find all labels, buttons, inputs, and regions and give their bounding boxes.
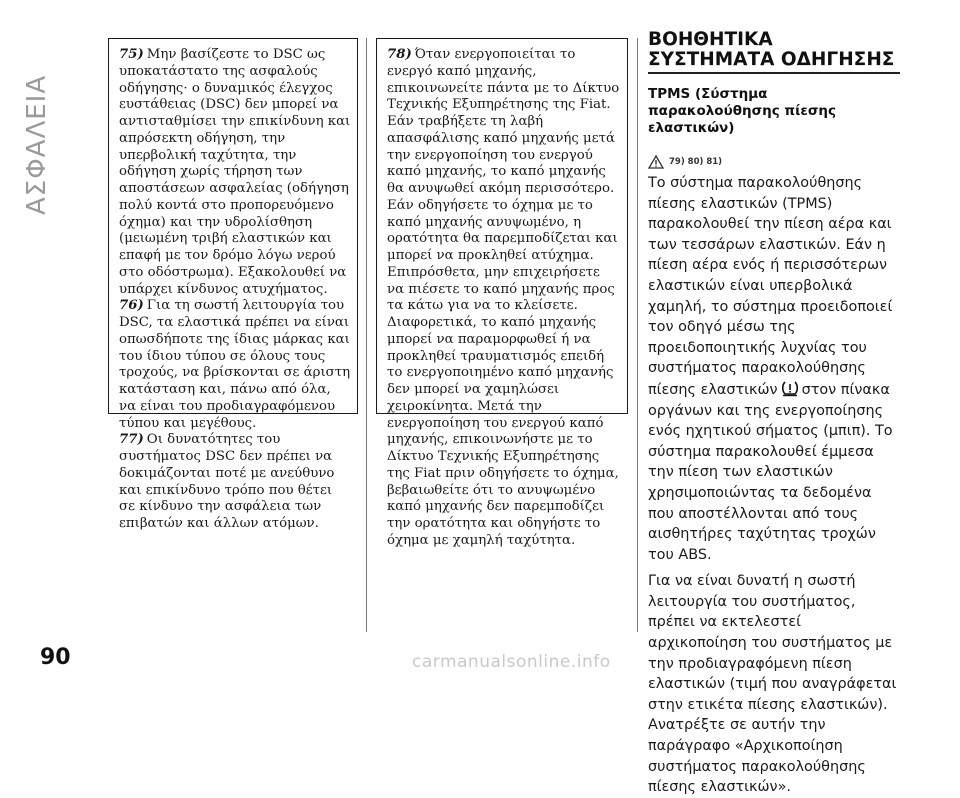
note-75: [119, 47, 351, 298]
page-number: 90: [40, 645, 71, 670]
driving-aids-section: [648, 30, 898, 798]
warning-notes-box-1: [108, 38, 358, 531]
tpms-paragraph-1: [648, 173, 898, 565]
note-number: 76): [119, 298, 144, 314]
warning-notes-box-2: [376, 38, 628, 548]
tpms-paragraph-2: Για να είναι δυνατή η σωστή λειτουργία του συστήματος, πρέπει να εκτελεστεί αρχικοποίηση του συστήματος με την προδιαγραφόμενη πίεση ελαστικών (τιμή που αναγράφεται στην ετικέτα πίεσης ελαστικών). Ανατρέξτε σε αυτήν την παράγραφο «Αρχικοποίηση συστήματος παρακολούθησης πίεσης ελαστικών».: [648, 573, 897, 796]
note-text: Οι δυνατότητες του συστήματος DSC δεν πρέπει να δοκιμάζονται ποτέ με ανεύθυνο και επικίνδυνο τρόπο που θέτει σε κίνδυνο την ασφάλεια των επιβατών και άλλων ατόμων.: [119, 432, 335, 531]
tire-pressure-warning-icon: [781, 379, 799, 397]
section-side-label: ΑΣΦΑΛΕΙΑ: [22, 74, 52, 215]
warning-references: [648, 151, 898, 173]
watermark: carmanualsonline.info: [412, 652, 611, 672]
column-divider: [637, 38, 638, 632]
column-divider: [366, 38, 367, 632]
note-number: 77): [119, 432, 144, 448]
note-text: Όταν ενεργοποιείται το ενεργό καπό μηχανής, επικοινωνείτε πάντα με το Δίκτυο Τεχνικής Εξυπηρέτησης της Fiat. Εάν τραβήξετε τη λαβή απασφάλισης καπό μηχανής μετά την ενεργοποίηση του ενεργού καπό μηχανής, το καπό μηχανής θα ανυψωθεί ακόμη περισσότερο. Εάν οδηγήσετε το όχημα με το καπό μηχανής ανυψωμένο, η ορατότητα θα παρεμποδίζεται και μπορεί να προκληθεί ατύχημα. Επιπρόσθετα, μην επιχειρήσετε να πιέσετε το καπό μηχανής προς τα κάτω για να το κλείσετε. Διαφορετικά, το καπό μηχανής μπορεί να παραμορφωθεί ή να προκληθεί τραυματισμός επειδή το ενεργοποιημένο καπό μηχανής δεν μπορεί να χαμηλώσει χειροκίνητα. Μετά την ενεργοποίηση του ενεργού καπό μηχανής, επικοινωνήστε με το Δίκτυο Τεχνικής Εξυπηρέτησης της Fiat πριν οδηγήσετε το όχημα, βεβαιωθείτε ότι το ανυψωμένο καπό μηχανής δεν παρεμποδίζει την ορατότητα και οδηγήστε το όχημα με χαμηλή ταχύτητα.: [387, 47, 620, 548]
warning-triangle-icon: [648, 155, 664, 169]
note-76: [119, 298, 351, 432]
note-text: Για τη σωστή λειτουργία του DSC, τα ελαστικά πρέπει να είναι οπωσδήποτε της ίδιας μάρκας και του ίδιου τύπου σε όλους τους τροχούς, να βρίσκονται σε άριστη κατάσταση και, πάνω από όλα, να είναι του προδιαγραφόμενου τύπου και μεγέθους.: [119, 298, 351, 431]
note-text: Μην βασίζεστε το DSC ως υποκατάστατο της ασφαλούς οδήγησης· ο δυναμικός έλεγχος ευστάθειας (DSC) δεν μπορεί να αντισταθμίσει την επικίνδυνη και απρόσεκτη οδήγηση, την υπερβολική ταχύτητα, την οδήγηση χωρίς τήρηση των αποστάσεων ασφαλείας (οδήγηση πολύ κοντά στο προπορευόμενο όχημα) και την υδρολίσθηση (μειωμένη τριβή ελαστικών και επαφή με τον δρόμο λόγω νερού στο οδόστρωμα). Εξακολουθεί να υπάρχει κίνδυνος ατυχήματος.: [119, 47, 351, 297]
tpms-subheading: TPMS (Σύστημα παρακολούθησης πίεσης ελαστικών): [648, 86, 836, 136]
paragraph-text: Το σύστημα παρακολούθησης πίεσης ελαστικών (TPMS) παρακολουθεί την πίεση αέρα και των τεσσάρων ελαστικών. Εάν η πίεση αέρα ενός ή περισσότερων ελαστικών είναι υπερβολικά χαμηλή, το σύστημα προειδοποιεί τον οδηγό μέσω της προειδοποιητικής λυχνίας του συστήματος παρακολούθησης πίεσης ελαστικών: [648, 175, 893, 398]
reference-numbers: 79) 80) 81): [669, 157, 723, 167]
note-number: 78): [387, 47, 412, 62]
section-heading: ΒΟΗΘΗΤΙΚΑ ΣΥΣΤΗΜΑΤΑ ΟΔΗΓΗΣΗΣ: [648, 30, 900, 74]
note-number: 75): [119, 47, 144, 62]
paragraph-text: στον πίνακα οργάνων και της ενεργοποίησης ενός ηχητικού σήματος (μπιπ). Το σύστημα παρακολουθεί έμμεσα την πίεση των ελαστικών χρησιμοποιώντας τα δεδομένα που αποστέλλονται από τους αισθητήρες ταχύτητας τροχών του ABS.: [648, 381, 893, 563]
note-77: [119, 432, 351, 533]
note-78: [387, 47, 621, 550]
